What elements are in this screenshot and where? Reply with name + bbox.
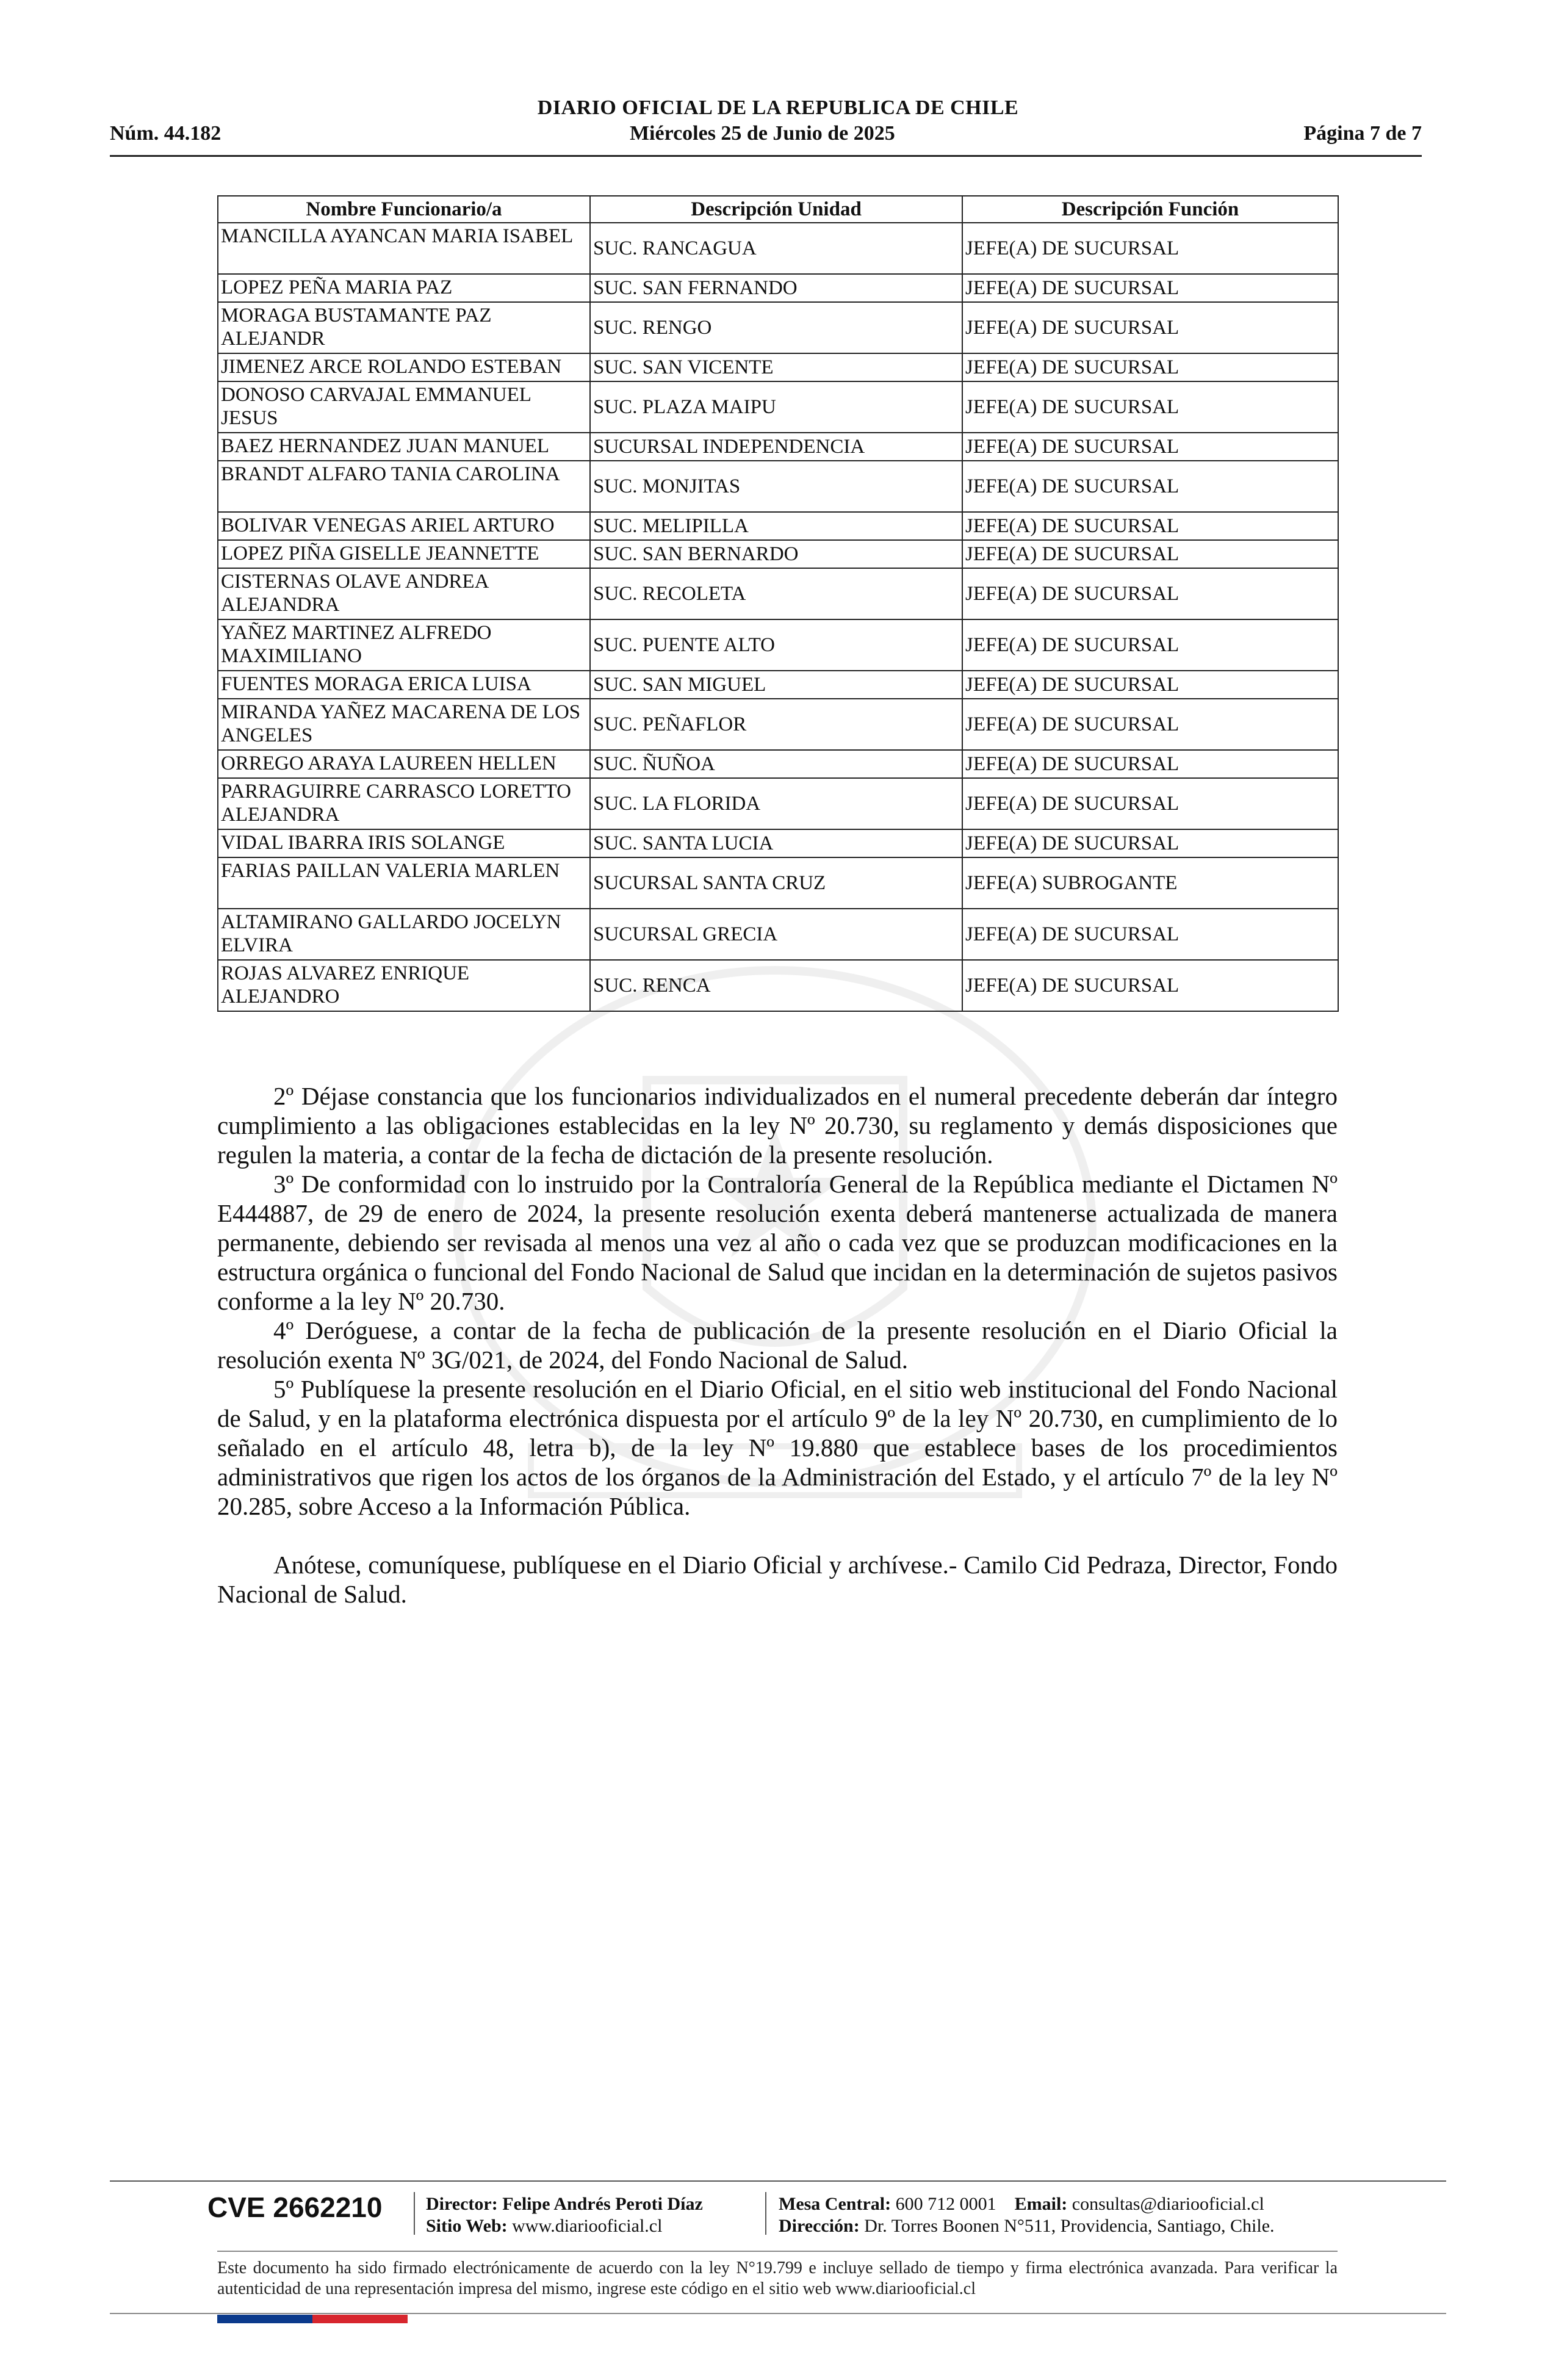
official-name: VIDAL IBARRA IRIS SOLANGE <box>218 829 590 857</box>
unit-description: SUC. SAN BERNARDO <box>590 540 962 568</box>
table-row <box>218 223 1338 274</box>
header-row <box>110 122 1422 145</box>
official-name: BOLIVAR VENEGAS ARIEL ARTURO <box>218 512 590 540</box>
unit-description: SUC. RENCA <box>590 960 962 1011</box>
table-row <box>218 857 1338 909</box>
mesa-label: Mesa Central: <box>779 2194 891 2214</box>
unit-description: SUCURSAL GRECIA <box>590 909 962 960</box>
closing-paragraph: Anótese, comuníquese, publíquese en el Diario Oficial y archívese.- Camilo Cid Pedraza, Director, Fondo Nacional de Salud. <box>217 1551 1338 1608</box>
cve-code: CVE 2662210 <box>207 2191 383 2223</box>
unit-description: SUC. LA FLORIDA <box>590 778 962 829</box>
flag-stripe-red <box>312 2315 408 2323</box>
official-name: FUENTES MORAGA ERICA LUISA <box>218 671 590 699</box>
unit-description: SUCURSAL SANTA CRUZ <box>590 857 962 909</box>
header-divider <box>110 155 1422 157</box>
paragraph-2: 2º Déjase constancia que los funcionarios individualizados en el numeral precedente deberán dar íntegro cumplimiento a las obligaciones establecidas en la ley Nº 20.730, su reglamento y demás disposiciones que regulen la materia, a contar de la fecha de dictación de la presente resolución. <box>217 1082 1338 1169</box>
function-description: JEFE(A) DE SUCURSAL <box>962 750 1338 778</box>
function-description: JEFE(A) DE SUCURSAL <box>962 619 1338 671</box>
function-description: JEFE(A) DE SUCURSAL <box>962 671 1338 699</box>
column-header: Descripción Función <box>962 196 1338 223</box>
email-link[interactable]: consultas@diariooficial.cl <box>1072 2194 1264 2214</box>
column-header: Descripción Unidad <box>590 196 962 223</box>
mesa-phone: 600 712 0001 <box>895 2194 996 2214</box>
unit-description: SUC. ÑUÑOA <box>590 750 962 778</box>
table-row <box>218 568 1338 619</box>
function-description: JEFE(A) DE SUCURSAL <box>962 960 1338 1011</box>
paragraph-3: 3º De conformidad con lo instruido por la Contraloría General de la República mediante el Dictamen Nº E444887, de 29 de enero de 2024, la presente resolución exenta deberá mantenerse actualizada de manera permanente, debiendo ser revisada al menos una vez al año o cada vez que se produzcan modificaciones en la estructura orgánica o funcional del Fondo Nacional de Salud que incidan en la determinación de sujetos pasivos conforme a la ley Nº 20.730. <box>217 1170 1338 1315</box>
unit-description: SUCURSAL INDEPENDENCIA <box>590 433 962 461</box>
electronic-signature-note: Este documento ha sido firmado electrónicamente de acuerdo con la ley N°19.799 e incluye sellado de tiempo y firma electrónica avanzada. Para verificar la autenticidad de una representación impresa del mismo, ingrese este código en el sitio web www.diariooficial.cl <box>217 2259 1338 2298</box>
official-name: ROJAS ALVAREZ ENRIQUE ALEJANDRO <box>218 960 590 1011</box>
table-row <box>218 909 1338 960</box>
function-description: JEFE(A) DE SUCURSAL <box>962 274 1338 302</box>
website-link[interactable]: www.diariooficial.cl <box>512 2216 663 2236</box>
function-description: JEFE(A) DE SUCURSAL <box>962 540 1338 568</box>
unit-description: SUC. MONJITAS <box>590 461 962 512</box>
table-row <box>218 671 1338 699</box>
table-row <box>218 381 1338 433</box>
footer-note-divider <box>217 2251 1338 2252</box>
column-header: Nombre Funcionario/a <box>218 196 590 223</box>
table-row <box>218 778 1338 829</box>
function-description: JEFE(A) DE SUCURSAL <box>962 223 1338 274</box>
official-name: MORAGA BUSTAMANTE PAZ ALEJANDR <box>218 302 590 353</box>
function-description: JEFE(A) DE SUCURSAL <box>962 512 1338 540</box>
address: Dr. Torres Boonen N°511, Providencia, Santiago, Chile. <box>864 2216 1275 2236</box>
function-description: JEFE(A) DE SUCURSAL <box>962 909 1338 960</box>
table-row <box>218 461 1338 512</box>
official-name: DONOSO CARVAJAL EMMANUEL JESUS <box>218 381 590 433</box>
official-name: MANCILLA AYANCAN MARIA ISABEL <box>218 223 590 274</box>
function-description: JEFE(A) DE SUCURSAL <box>962 381 1338 433</box>
table-row <box>218 353 1338 381</box>
table-row <box>218 540 1338 568</box>
official-name: YAÑEZ MARTINEZ ALFREDO MAXIMILIANO <box>218 619 590 671</box>
official-name: MIRANDA YAÑEZ MACARENA DE LOS ANGELES <box>218 699 590 750</box>
footer-bottom-divider <box>110 2313 1446 2314</box>
function-description: JEFE(A) SUBROGANTE <box>962 857 1338 909</box>
page-number: Página 7 de 7 <box>1303 122 1422 145</box>
table-row <box>218 750 1338 778</box>
official-name: ALTAMIRANO GALLARDO JOCELYN ELVIRA <box>218 909 590 960</box>
newspaper-title: DIARIO OFICIAL DE LA REPUBLICA DE CHILE <box>537 96 1019 119</box>
function-description: JEFE(A) DE SUCURSAL <box>962 778 1338 829</box>
table-row <box>218 302 1338 353</box>
official-name: LOPEZ PIÑA GISELLE JEANNETTE <box>218 540 590 568</box>
table-row <box>218 274 1338 302</box>
official-name: BAEZ HERNANDEZ JUAN MANUEL <box>218 433 590 461</box>
unit-description: SUC. SAN FERNANDO <box>590 274 962 302</box>
paragraph-4: 4º Deróguese, a contar de la fecha de publicación de la presente resolución en el Diario Oficial la resolución exenta Nº 3G/021, de 2024, del Fondo Nacional de Salud. <box>217 1316 1338 1374</box>
unit-description: SUC. SAN MIGUEL <box>590 671 962 699</box>
official-name: CISTERNAS OLAVE ANDREA ALEJANDRA <box>218 568 590 619</box>
function-description: JEFE(A) DE SUCURSAL <box>962 568 1338 619</box>
flag-stripe-blue <box>217 2315 312 2323</box>
table-row <box>218 699 1338 750</box>
issue-number: Núm. 44.182 <box>110 122 222 145</box>
unit-description: SUC. PEÑAFLOR <box>590 699 962 750</box>
resolution-body <box>217 1081 1338 1609</box>
officials-table <box>217 195 1339 1012</box>
unit-description: SUC. RECOLETA <box>590 568 962 619</box>
footer-director-block <box>426 2193 703 2237</box>
official-name: LOPEZ PEÑA MARIA PAZ <box>218 274 590 302</box>
official-name: BRANDT ALFARO TANIA CAROLINA <box>218 461 590 512</box>
footer-divider <box>110 2180 1446 2182</box>
table-row <box>218 829 1338 857</box>
function-description: JEFE(A) DE SUCURSAL <box>962 353 1338 381</box>
function-description: JEFE(A) DE SUCURSAL <box>962 433 1338 461</box>
table-row <box>218 619 1338 671</box>
unit-description: SUC. SANTA LUCIA <box>590 829 962 857</box>
paragraph-5: 5º Publíquese la presente resolución en el Diario Oficial, en el sitio web institucional del Fondo Nacional de Salud, y en la plataforma electrónica dispuesta por el artículo 9º de la ley Nº 20.730, en cumplimiento de lo señalado en el artículo 48, letra b), de la ley Nº 19.880 que establece bases de los procedimientos administrativos que rigen los actos de los órganos de la Administración del Estado, y el artículo 7º de la ley Nº 20.285, sobre Acceso a la Información Pública. <box>217 1375 1338 1520</box>
unit-description: SUC. MELIPILLA <box>590 512 962 540</box>
function-description: JEFE(A) DE SUCURSAL <box>962 829 1338 857</box>
official-name: JIMENEZ ARCE ROLANDO ESTEBAN <box>218 353 590 381</box>
unit-description: SUC. PUENTE ALTO <box>590 619 962 671</box>
table-row <box>218 960 1338 1011</box>
footer-separator <box>414 2192 415 2235</box>
function-description: JEFE(A) DE SUCURSAL <box>962 461 1338 512</box>
table-row <box>218 433 1338 461</box>
address-label: Dirección: <box>779 2216 860 2236</box>
function-description: JEFE(A) DE SUCURSAL <box>962 699 1338 750</box>
issue-date: Miércoles 25 de Junio de 2025 <box>629 122 895 145</box>
unit-description: SUC. SAN VICENTE <box>590 353 962 381</box>
official-name: ORREGO ARAYA LAUREEN HELLEN <box>218 750 590 778</box>
function-description: JEFE(A) DE SUCURSAL <box>962 302 1338 353</box>
footer-contact-block <box>779 2193 1275 2237</box>
unit-description: SUC. PLAZA MAIPU <box>590 381 962 433</box>
unit-description: SUC. RANCAGUA <box>590 223 962 274</box>
director-name: Felipe Andrés Peroti Díaz <box>502 2194 703 2214</box>
director-label: Director: <box>426 2194 498 2214</box>
footer-separator <box>765 2192 766 2235</box>
official-name: FARIAS PAILLAN VALERIA MARLEN <box>218 857 590 909</box>
website-label: Sitio Web: <box>426 2216 508 2236</box>
official-name: PARRAGUIRRE CARRASCO LORETTO ALEJANDRA <box>218 778 590 829</box>
unit-description: SUC. RENGO <box>590 302 962 353</box>
table-row <box>218 512 1338 540</box>
table-header-row <box>218 196 1338 223</box>
email-label: Email: <box>1014 2194 1068 2214</box>
